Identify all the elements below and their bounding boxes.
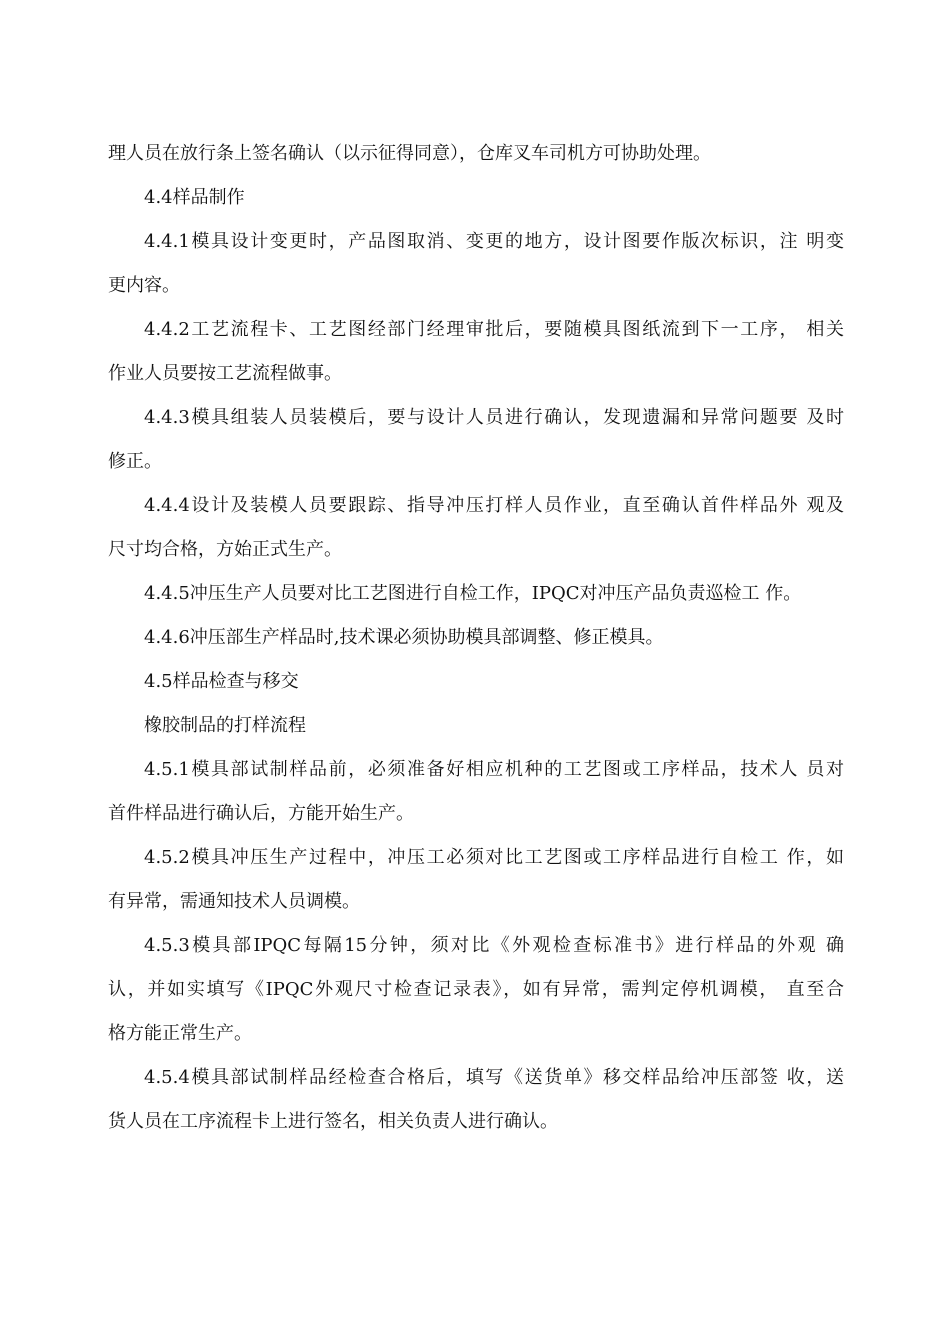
paragraph-line: 修正。 [108, 451, 162, 472]
paragraph-line: 4.4.3模具组装人员装模后，要与设计人员进行确认，发现遗漏和异常问题要 及时 [144, 407, 844, 428]
paragraph-line: 有异常，需通知技术人员调模。 [108, 891, 360, 912]
paragraph-line: 作业人员要按工艺流程做事。 [108, 363, 342, 384]
section-heading-4-5: 4.5样品检查与移交 [144, 671, 299, 692]
paragraph-line: 首件样品进行确认后，方能开始生产。 [108, 803, 414, 824]
paragraph-line: 4.4.1模具设计变更时，产品图取消、变更的地方，设计图要作版次标识，注 明变 [144, 231, 844, 252]
paragraph-line: 4.4.5冲压生产人员要对比工艺图进行自检工作，IPQC对冲压产品负责巡检工 作。 [144, 583, 802, 604]
paragraph-line: 4.5.4模具部试制样品经检查合格后，填写《送货单》移交样品给冲压部签 收，送 [144, 1067, 844, 1088]
paragraph-line: 4.4.6冲压部生产样品时,技术课必须协助模具部调整、修正模具。 [144, 627, 664, 648]
paragraph-line: 认，并如实填写《IPQC外观尺寸检查记录表》，如有异常，需判定停机调模， 直至合 [108, 979, 844, 1000]
subheading: 橡胶制品的打样流程 [144, 715, 306, 736]
paragraph-line: 格方能正常生产。 [108, 1023, 252, 1044]
paragraph-line: 理人员在放行条上签名确认（以示征得同意），仓库叉车司机方可协助处理。 [108, 143, 711, 164]
paragraph-line: 4.5.1模具部试制样品前，必须准备好相应机种的工艺图或工序样品，技术人 员对 [144, 759, 844, 780]
paragraph-line: 4.5.3模具部IPQC每隔15分钟，须对比《外观检查标准书》进行样品的外观 确 [144, 935, 844, 956]
document-body [108, 132, 844, 1144]
paragraph-line: 更内容。 [108, 275, 180, 296]
paragraph-line: 4.4.4设计及装模人员要跟踪、指导冲压打样人员作业，直至确认首件样品外 观及 [144, 495, 844, 516]
paragraph-line: 货人员在工序流程卡上进行签名，相关负责人进行确认。 [108, 1111, 558, 1132]
paragraph-line: 尺寸均合格，方始正式生产。 [108, 539, 342, 560]
section-heading-4-4: 4.4样品制作 [144, 187, 245, 208]
paragraph-line: 4.4.2工艺流程卡、工艺图经部门经理审批后，要随模具图纸流到下一工序， 相关 [144, 319, 844, 340]
paragraph-line: 4.5.2模具冲压生产过程中，冲压工必须对比工艺图或工序样品进行自检工 作，如 [144, 847, 844, 868]
